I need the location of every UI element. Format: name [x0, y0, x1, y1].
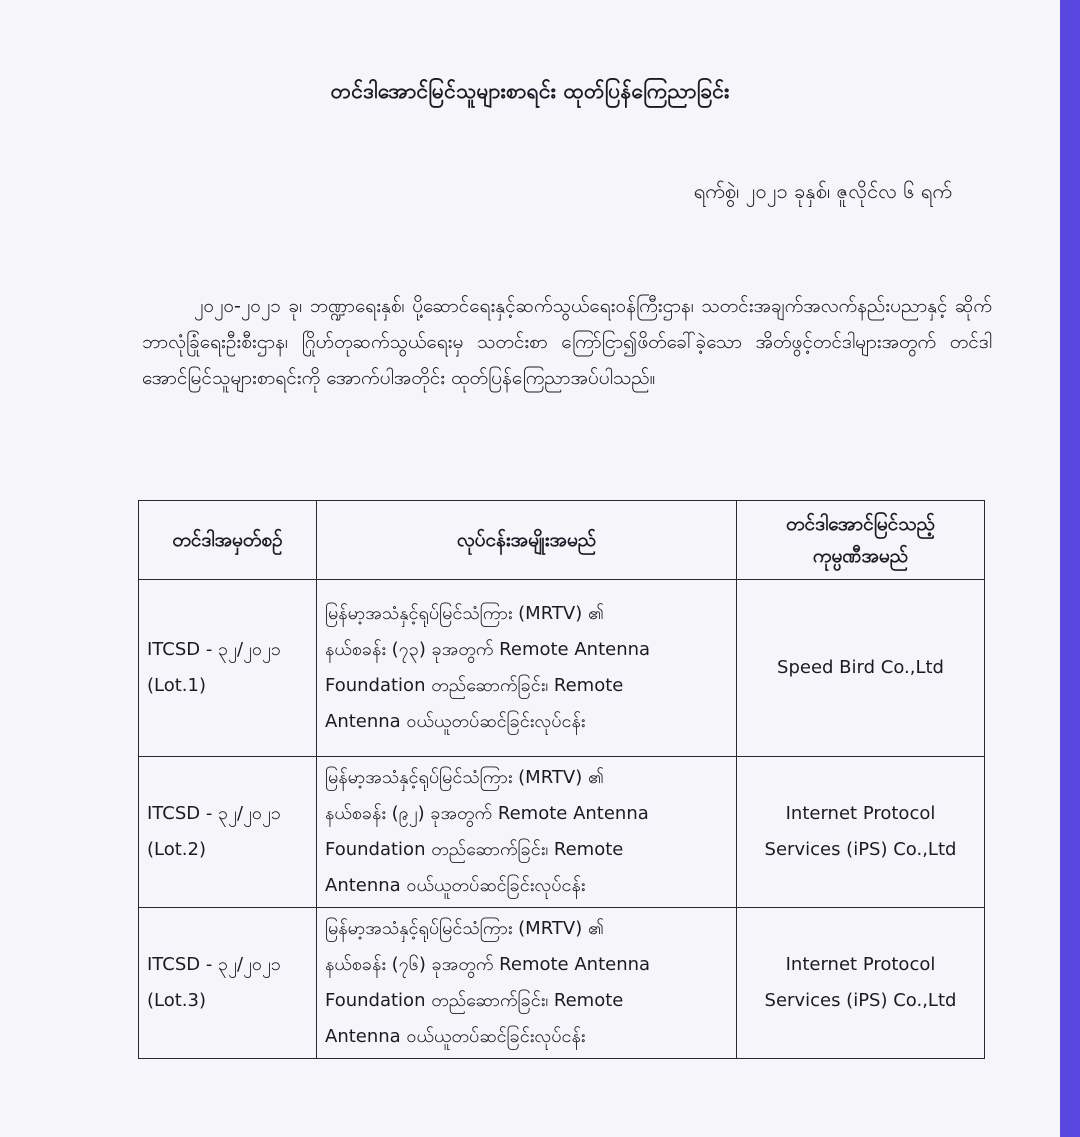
- work-line: Foundation တည်ဆောက်ခြင်း၊ Remote: [325, 990, 624, 1011]
- header-company-line1: တင်ဒါအောင်မြင်သည့်: [786, 513, 935, 535]
- work-line: Antenna ဝယ်ယူတပ်ဆင်ခြင်းလုပ်ငန်း: [325, 875, 586, 896]
- work-line: Antenna ဝယ်ယူတပ်ဆင်ခြင်းလုပ်ငန်း: [325, 1026, 586, 1047]
- work-name-cell: [317, 580, 737, 757]
- company-name-line2: Services (iPS) Co.,Ltd: [764, 839, 957, 860]
- tender-number: ITCSD - ၃၂/၂၀၂၁: [147, 954, 282, 975]
- company-cell: [737, 757, 985, 908]
- work-line: နယ်စခန်း (၇၆) ခုအတွက် Remote Antenna: [325, 954, 651, 975]
- tender-results-table: [138, 500, 985, 1059]
- work-line: မြန်မာ့အသံနှင့်ရုပ်မြင်သံကြား (MRTV) ၏: [325, 767, 604, 788]
- tender-number-cell: [139, 757, 317, 908]
- header-work-name: လုပ်ငန်းအမျိုးအမည်: [317, 501, 737, 580]
- work-line: နယ်စခန်း (၉၂) ခုအတွက် Remote Antenna: [325, 803, 649, 824]
- company-name: Internet Protocol: [785, 803, 936, 824]
- table-row: [139, 580, 985, 757]
- announcement-paragraph: ၂၀၂၀-၂၀၂၁ ခု၊ ဘဏ္ဍာရေးနှစ်၊ ပို့ဆောင်ရေးနှင့်ဆက်သွယ်ရေးဝန်ကြီးဌာန၊ သတင်းအချက်အလက်နည်းပညာနှင့် ဆိုက်ဘာလုံခြုံရေးဦးစီးဌာန၊ ဂြိုဟ်တုဆက်သွယ်ရေးမှ သတင်းစာ ကြော်ငြာ၍ဖိတ်ခေါ်ခဲ့သော အိတ်ဖွင့်တင်ဒါများအတွက် တင်ဒါအောင်မြင်သူများစာရင်းကို အောက်ပါအတိုင်း ထုတ်ပြန်ကြေညာအပ်ပါသည်။: [142, 295, 992, 389]
- company-name: Internet Protocol: [785, 954, 936, 975]
- table-row: [139, 908, 985, 1059]
- tender-number-cell: [139, 908, 317, 1059]
- table-header-row: [139, 501, 985, 580]
- document-title: တင်ဒါအောင်မြင်သူများစာရင်း ထုတ်ပြန်ကြေညာခြင်း: [330, 79, 730, 103]
- tender-lot: (Lot.2): [147, 839, 207, 860]
- company-name-line2: Services (iPS) Co.,Ltd: [764, 990, 957, 1011]
- page-edge-border: [1060, 0, 1080, 1137]
- work-line: Antenna ဝယ်ယူတပ်ဆင်ခြင်းလုပ်ငန်း: [325, 711, 586, 732]
- header-company-line2: ကုမ္ပဏီအမည်: [812, 545, 909, 567]
- work-line: မြန်မာ့အသံနှင့်ရုပ်မြင်သံကြား (MRTV) ၏: [325, 918, 604, 939]
- work-line: Foundation တည်ဆောက်ခြင်း၊ Remote: [325, 839, 624, 860]
- work-line: မြန်မာ့အသံနှင့်ရုပ်မြင်သံကြား (MRTV) ၏: [325, 603, 604, 624]
- tender-lot: (Lot.3): [147, 990, 207, 1011]
- header-company: [737, 501, 985, 580]
- tender-number-cell: [139, 580, 317, 757]
- work-name-cell: [317, 908, 737, 1059]
- tender-number: ITCSD - ၃၂/၂၀၂၁: [147, 803, 282, 824]
- work-name-cell: [317, 757, 737, 908]
- work-line: Foundation တည်ဆောက်ခြင်း၊ Remote: [325, 675, 624, 696]
- work-line: နယ်စခန်း (၇၃) ခုအတွက် Remote Antenna: [325, 639, 651, 660]
- table-row: [139, 757, 985, 908]
- tender-lot: (Lot.1): [147, 675, 207, 696]
- company-name: Speed Bird Co.,Ltd: [777, 657, 944, 678]
- company-cell: [737, 580, 985, 757]
- tender-number: ITCSD - ၃၂/၂၀၂၁: [147, 639, 282, 660]
- company-cell: [737, 908, 985, 1059]
- document-date: ရက်စွဲ၊ ၂၀၂၁ ခုနှစ်၊ ဇူလိုင်လ ၆ ရက်: [693, 179, 952, 203]
- header-tender-number: တင်ဒါအမှတ်စဉ်: [139, 501, 317, 580]
